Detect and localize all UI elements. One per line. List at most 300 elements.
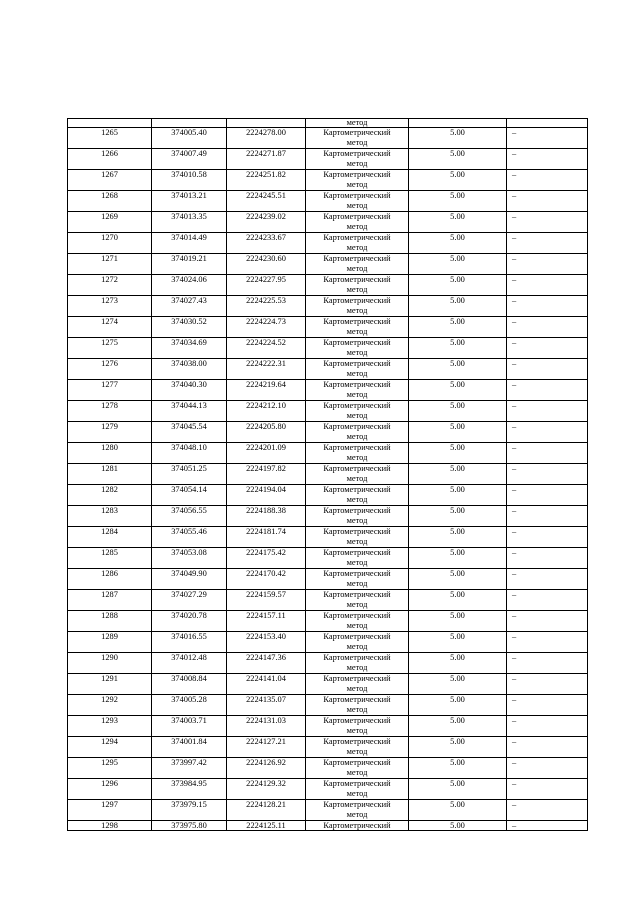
method-line-2: метод	[346, 579, 368, 588]
accuracy-cell: 5.00	[409, 317, 507, 338]
accuracy-cell: 5.00	[409, 800, 507, 821]
method-cell	[306, 506, 409, 527]
x-coordinate-cell	[152, 119, 227, 128]
x-coordinate-cell: 374051.25	[152, 464, 227, 485]
method-cell	[306, 212, 409, 233]
method-line-1: Картометрический	[323, 380, 391, 389]
table-row	[68, 611, 588, 632]
y-coordinate-cell: 2224233.67	[227, 233, 306, 254]
point-number-cell: 1281	[68, 464, 152, 485]
method-line-1: Картометрический	[323, 275, 391, 284]
table-row	[68, 674, 588, 695]
x-coordinate-cell: 374049.90	[152, 569, 227, 590]
table-row	[68, 758, 588, 779]
method-line-2: метод	[346, 453, 368, 462]
table-row	[68, 695, 588, 716]
description-cell: –	[507, 695, 588, 716]
accuracy-cell: 5.00	[409, 401, 507, 422]
table-row	[68, 548, 588, 569]
accuracy-cell: 5.00	[409, 149, 507, 170]
method-line-2: метод	[346, 684, 368, 693]
point-number-cell: 1293	[68, 716, 152, 737]
method-line-2: метод	[346, 306, 368, 315]
method-cell	[306, 548, 409, 569]
method-line-2: метод	[346, 222, 368, 231]
table-row	[68, 380, 588, 401]
method-line-1: Картометрический	[323, 149, 391, 158]
x-coordinate-cell: 374027.29	[152, 590, 227, 611]
accuracy-cell: 5.00	[409, 611, 507, 632]
point-number-cell: 1270	[68, 233, 152, 254]
method-line-1: Картометрический	[323, 422, 391, 431]
point-number-cell: 1292	[68, 695, 152, 716]
method-line-2: метод	[346, 411, 368, 420]
y-coordinate-cell: 2224147.36	[227, 653, 306, 674]
method-line-2: метод	[346, 663, 368, 672]
method-line-2: метод	[346, 600, 368, 609]
y-coordinate-cell: 2224239.02	[227, 212, 306, 233]
point-number-cell: 1285	[68, 548, 152, 569]
table-row	[68, 443, 588, 464]
description-cell: –	[507, 443, 588, 464]
description-cell: –	[507, 275, 588, 296]
y-coordinate-cell: 2224271.87	[227, 149, 306, 170]
table-row	[68, 149, 588, 170]
method-line-2: метод	[346, 180, 368, 189]
table-row	[68, 170, 588, 191]
method-cell	[306, 716, 409, 737]
method-cell	[306, 695, 409, 716]
accuracy-cell: 5.00	[409, 695, 507, 716]
point-number-cell: 1280	[68, 443, 152, 464]
description-cell: –	[507, 191, 588, 212]
method-line-1: Картометрический	[323, 758, 391, 767]
point-number-cell: 1287	[68, 590, 152, 611]
description-cell: –	[507, 359, 588, 380]
method-cell	[306, 359, 409, 380]
method-line-1: Картометрический	[323, 737, 391, 746]
accuracy-cell: 5.00	[409, 779, 507, 800]
method-line-1: Картометрический	[323, 716, 391, 725]
method-line-2: метод	[346, 537, 368, 546]
method-cell	[306, 674, 409, 695]
description-cell: –	[507, 233, 588, 254]
accuracy-cell	[409, 119, 507, 128]
table-row	[68, 233, 588, 254]
method-line-2: метод	[346, 705, 368, 714]
point-number-cell: 1296	[68, 779, 152, 800]
method-line-2: метод	[346, 348, 368, 357]
method-cell	[306, 653, 409, 674]
method-cell	[306, 800, 409, 821]
method-cell	[306, 737, 409, 758]
method-line-1: Картометрический	[323, 821, 391, 830]
method-line-2: метод	[346, 159, 368, 168]
accuracy-cell: 5.00	[409, 821, 507, 831]
description-cell: –	[507, 506, 588, 527]
method-line-2: метод	[346, 369, 368, 378]
method-cell	[306, 779, 409, 800]
table-row	[68, 317, 588, 338]
table-row-continued	[68, 119, 588, 128]
table-row	[68, 359, 588, 380]
method-cell	[306, 254, 409, 275]
x-coordinate-cell: 374019.21	[152, 254, 227, 275]
description-cell: –	[507, 296, 588, 317]
x-coordinate-cell: 374056.55	[152, 506, 227, 527]
x-coordinate-cell: 374038.00	[152, 359, 227, 380]
point-number-cell: 1294	[68, 737, 152, 758]
accuracy-cell: 5.00	[409, 527, 507, 548]
table-row	[68, 632, 588, 653]
x-coordinate-cell: 374014.49	[152, 233, 227, 254]
description-cell: –	[507, 779, 588, 800]
method-line-2: метод	[346, 390, 368, 399]
x-coordinate-cell: 374045.54	[152, 422, 227, 443]
description-cell: –	[507, 527, 588, 548]
method-cell	[306, 275, 409, 296]
y-coordinate-cell: 2224125.11	[227, 821, 306, 831]
method-line-1: Картометрический	[323, 254, 391, 263]
method-line-1: Картометрический	[323, 506, 391, 515]
y-coordinate-cell: 2224175.42	[227, 548, 306, 569]
table-row	[68, 485, 588, 506]
table-row	[68, 590, 588, 611]
accuracy-cell: 5.00	[409, 548, 507, 569]
method-line-1: Картометрический	[323, 590, 391, 599]
y-coordinate-cell: 2224135.07	[227, 695, 306, 716]
accuracy-cell: 5.00	[409, 380, 507, 401]
y-coordinate-cell: 2224159.57	[227, 590, 306, 611]
method-line-2: метод	[346, 243, 368, 252]
table-row	[68, 464, 588, 485]
x-coordinate-cell: 374055.46	[152, 527, 227, 548]
description-cell: –	[507, 170, 588, 191]
method-line-1: Картометрический	[323, 653, 391, 662]
method-line-1: Картометрический	[323, 548, 391, 557]
method-line-2: метод	[346, 138, 368, 147]
x-coordinate-cell: 374040.30	[152, 380, 227, 401]
table-row	[68, 527, 588, 548]
x-coordinate-cell: 374027.43	[152, 296, 227, 317]
method-line-1: Картометрический	[323, 338, 391, 347]
method-cell	[306, 821, 409, 831]
description-cell: –	[507, 317, 588, 338]
point-number-cell: 1265	[68, 128, 152, 149]
table-row	[68, 191, 588, 212]
point-number-cell: 1273	[68, 296, 152, 317]
y-coordinate-cell	[227, 119, 306, 128]
method-line-1: Картометрический	[323, 233, 391, 242]
method-cell	[306, 527, 409, 548]
method-cell	[306, 485, 409, 506]
table-row	[68, 779, 588, 800]
x-coordinate-cell: 374005.40	[152, 128, 227, 149]
description-cell	[507, 119, 588, 128]
coordinates-table	[67, 118, 588, 831]
description-cell: –	[507, 674, 588, 695]
method-cell	[306, 317, 409, 338]
accuracy-cell: 5.00	[409, 191, 507, 212]
method-line-2: метод	[346, 621, 368, 630]
method-line-1: Картометрический	[323, 317, 391, 326]
method-cell	[306, 632, 409, 653]
method-line-1: Картометрический	[323, 569, 391, 578]
method-line-2: метод	[346, 516, 368, 525]
table-row	[68, 737, 588, 758]
accuracy-cell: 5.00	[409, 590, 507, 611]
y-coordinate-cell: 2224227.95	[227, 275, 306, 296]
accuracy-cell: 5.00	[409, 212, 507, 233]
method-cell	[306, 569, 409, 590]
description-cell: –	[507, 212, 588, 233]
x-coordinate-cell: 374012.48	[152, 653, 227, 674]
description-cell: –	[507, 653, 588, 674]
table-row	[68, 296, 588, 317]
point-number-cell: 1298	[68, 821, 152, 831]
method-line-2: метод	[346, 726, 368, 735]
method-cell	[306, 443, 409, 464]
y-coordinate-cell: 2224225.53	[227, 296, 306, 317]
method-cell	[306, 191, 409, 212]
y-coordinate-cell: 2224197.82	[227, 464, 306, 485]
y-coordinate-cell: 2224212.10	[227, 401, 306, 422]
x-coordinate-cell: 373979.15	[152, 800, 227, 821]
table-row	[68, 506, 588, 527]
method-line-2: метод	[346, 201, 368, 210]
point-number-cell: 1289	[68, 632, 152, 653]
method-cell	[306, 401, 409, 422]
accuracy-cell: 5.00	[409, 485, 507, 506]
x-coordinate-cell: 374001.84	[152, 737, 227, 758]
description-cell: –	[507, 401, 588, 422]
accuracy-cell: 5.00	[409, 275, 507, 296]
point-number-cell: 1266	[68, 149, 152, 170]
y-coordinate-cell: 2224141.04	[227, 674, 306, 695]
point-number-cell: 1279	[68, 422, 152, 443]
description-cell: –	[507, 464, 588, 485]
method-cell	[306, 611, 409, 632]
accuracy-cell: 5.00	[409, 170, 507, 191]
x-coordinate-cell: 374007.49	[152, 149, 227, 170]
method-line-1: Картометрический	[323, 695, 391, 704]
x-coordinate-cell: 374024.06	[152, 275, 227, 296]
description-cell: –	[507, 338, 588, 359]
method-cell	[306, 590, 409, 611]
method-line-1: Картометрический	[323, 443, 391, 452]
method-cell	[306, 296, 409, 317]
method-cell	[306, 758, 409, 779]
description-cell: –	[507, 485, 588, 506]
accuracy-cell: 5.00	[409, 506, 507, 527]
x-coordinate-cell: 373997.42	[152, 758, 227, 779]
method-cell	[306, 422, 409, 443]
x-coordinate-cell: 374008.84	[152, 674, 227, 695]
method-cell	[306, 338, 409, 359]
point-number-cell: 1288	[68, 611, 152, 632]
table-row	[68, 716, 588, 737]
accuracy-cell: 5.00	[409, 296, 507, 317]
point-number-cell: 1267	[68, 170, 152, 191]
method-line-1: Картометрический	[323, 779, 391, 788]
y-coordinate-cell: 2224188.38	[227, 506, 306, 527]
accuracy-cell: 5.00	[409, 758, 507, 779]
accuracy-cell: 5.00	[409, 359, 507, 380]
method-line-1: Картометрический	[323, 359, 391, 368]
method-line-2: метод	[346, 327, 368, 336]
point-number-cell: 1282	[68, 485, 152, 506]
method-line-2: метод	[346, 474, 368, 483]
method-line-1: Картометрический	[323, 611, 391, 620]
table-row	[68, 128, 588, 149]
table-row	[68, 821, 588, 831]
method-line-2: метод	[346, 789, 368, 798]
x-coordinate-cell: 374054.14	[152, 485, 227, 506]
point-number-cell: 1274	[68, 317, 152, 338]
x-coordinate-cell: 374013.21	[152, 191, 227, 212]
method-line-1: Картометрический	[323, 674, 391, 683]
method-cell	[306, 464, 409, 485]
table-row	[68, 254, 588, 275]
x-coordinate-cell: 374003.71	[152, 716, 227, 737]
method-line-2: метод	[346, 495, 368, 504]
y-coordinate-cell: 2224230.60	[227, 254, 306, 275]
description-cell: –	[507, 254, 588, 275]
table-row	[68, 653, 588, 674]
table-row	[68, 569, 588, 590]
table-row	[68, 275, 588, 296]
y-coordinate-cell: 2224153.40	[227, 632, 306, 653]
y-coordinate-cell: 2224131.03	[227, 716, 306, 737]
method-cell: метод	[306, 119, 409, 128]
method-line-2: метод	[346, 558, 368, 567]
accuracy-cell: 5.00	[409, 128, 507, 149]
accuracy-cell: 5.00	[409, 233, 507, 254]
y-coordinate-cell: 2224219.64	[227, 380, 306, 401]
y-coordinate-cell: 2224224.73	[227, 317, 306, 338]
point-number-cell: 1290	[68, 653, 152, 674]
description-cell: –	[507, 758, 588, 779]
x-coordinate-cell: 374020.78	[152, 611, 227, 632]
method-line-2: метод	[346, 642, 368, 651]
point-number-cell: 1283	[68, 506, 152, 527]
y-coordinate-cell: 2224251.82	[227, 170, 306, 191]
point-number-cell: 1297	[68, 800, 152, 821]
method-line-2: метод	[346, 810, 368, 819]
description-cell: –	[507, 128, 588, 149]
point-number-cell: 1275	[68, 338, 152, 359]
accuracy-cell: 5.00	[409, 653, 507, 674]
point-number-cell: 1278	[68, 401, 152, 422]
method-line-2: метод	[346, 264, 368, 273]
x-coordinate-cell: 374010.58	[152, 170, 227, 191]
description-cell: –	[507, 380, 588, 401]
description-cell: –	[507, 569, 588, 590]
y-coordinate-cell: 2224245.51	[227, 191, 306, 212]
description-cell: –	[507, 422, 588, 443]
accuracy-cell: 5.00	[409, 464, 507, 485]
description-cell: –	[507, 590, 588, 611]
method-line-1: Картометрический	[323, 401, 391, 410]
y-coordinate-cell: 2224170.42	[227, 569, 306, 590]
method-line-1: Картометрический	[323, 527, 391, 536]
x-coordinate-cell: 374053.08	[152, 548, 227, 569]
x-coordinate-cell: 374044.13	[152, 401, 227, 422]
method-cell	[306, 149, 409, 170]
point-number-cell	[68, 119, 152, 128]
accuracy-cell: 5.00	[409, 674, 507, 695]
description-cell: –	[507, 821, 588, 831]
y-coordinate-cell: 2224194.04	[227, 485, 306, 506]
method-line-2: метод	[346, 432, 368, 441]
y-coordinate-cell: 2224278.00	[227, 128, 306, 149]
accuracy-cell: 5.00	[409, 422, 507, 443]
y-coordinate-cell: 2224127.21	[227, 737, 306, 758]
point-number-cell: 1286	[68, 569, 152, 590]
accuracy-cell: 5.00	[409, 443, 507, 464]
x-coordinate-cell: 374005.28	[152, 695, 227, 716]
y-coordinate-cell: 2224201.09	[227, 443, 306, 464]
method-line-1: Картометрический	[323, 800, 391, 809]
x-coordinate-cell: 373975.80	[152, 821, 227, 831]
method-line-1: Картометрический	[323, 485, 391, 494]
description-cell: –	[507, 800, 588, 821]
point-number-cell: 1269	[68, 212, 152, 233]
method-cell	[306, 128, 409, 149]
y-coordinate-cell: 2224157.11	[227, 611, 306, 632]
x-coordinate-cell: 374030.52	[152, 317, 227, 338]
description-cell: –	[507, 611, 588, 632]
description-cell: –	[507, 149, 588, 170]
method-line-1: Картометрический	[323, 128, 391, 137]
method-line-1: Картометрический	[323, 170, 391, 179]
y-coordinate-cell: 2224181.74	[227, 527, 306, 548]
point-number-cell: 1295	[68, 758, 152, 779]
point-number-cell: 1276	[68, 359, 152, 380]
description-cell: –	[507, 716, 588, 737]
method-cell	[306, 170, 409, 191]
accuracy-cell: 5.00	[409, 569, 507, 590]
method-cell	[306, 233, 409, 254]
table-row	[68, 800, 588, 821]
method-line-1: Картометрический	[323, 632, 391, 641]
point-number-cell: 1277	[68, 380, 152, 401]
method-line-1: Картометрический	[323, 296, 391, 305]
y-coordinate-cell: 2224126.92	[227, 758, 306, 779]
description-cell: –	[507, 737, 588, 758]
point-number-cell: 1272	[68, 275, 152, 296]
x-coordinate-cell: 374048.10	[152, 443, 227, 464]
table-row	[68, 401, 588, 422]
point-number-cell: 1268	[68, 191, 152, 212]
point-number-cell: 1284	[68, 527, 152, 548]
y-coordinate-cell: 2224128.21	[227, 800, 306, 821]
point-number-cell: 1271	[68, 254, 152, 275]
x-coordinate-cell: 374013.35	[152, 212, 227, 233]
x-coordinate-cell: 373984.95	[152, 779, 227, 800]
y-coordinate-cell: 2224205.80	[227, 422, 306, 443]
accuracy-cell: 5.00	[409, 254, 507, 275]
accuracy-cell: 5.00	[409, 737, 507, 758]
description-cell: –	[507, 632, 588, 653]
accuracy-cell: 5.00	[409, 338, 507, 359]
method-line-1: Картометрический	[323, 191, 391, 200]
table-row	[68, 338, 588, 359]
accuracy-cell: 5.00	[409, 716, 507, 737]
y-coordinate-cell: 2224129.32	[227, 779, 306, 800]
table-row	[68, 212, 588, 233]
y-coordinate-cell: 2224224.52	[227, 338, 306, 359]
